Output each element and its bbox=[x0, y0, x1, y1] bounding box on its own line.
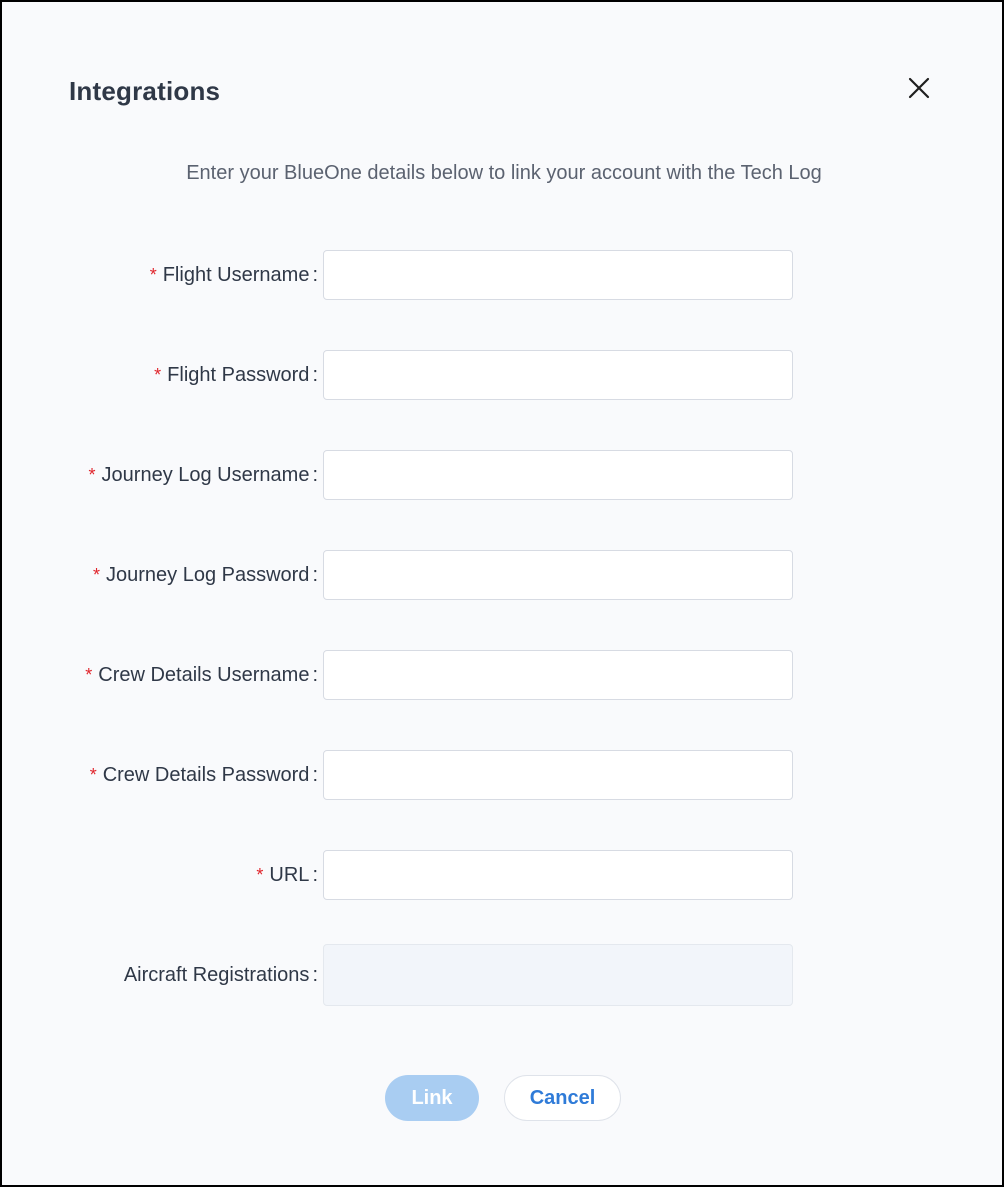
form-row-aircraft-registrations bbox=[2, 944, 1004, 994]
field-label-text: Journey Log Username bbox=[101, 464, 310, 486]
field-label-colon: : bbox=[312, 464, 318, 486]
cancel-button[interactable]: Cancel bbox=[504, 1075, 621, 1121]
field-label bbox=[256, 850, 318, 900]
field-label-colon: : bbox=[312, 664, 318, 686]
field-label-text: URL bbox=[269, 864, 310, 886]
aircraft-registrations-input bbox=[323, 944, 793, 1006]
form-row-crew-details-password bbox=[2, 750, 1004, 800]
field-label-text: Aircraft Registrations bbox=[123, 964, 310, 986]
field-label-text: Crew Details Password bbox=[102, 764, 310, 786]
field-label-colon: : bbox=[312, 364, 318, 386]
required-marker: * bbox=[256, 865, 264, 885]
required-marker: * bbox=[85, 665, 93, 685]
close-button[interactable] bbox=[904, 73, 934, 103]
required-marker: * bbox=[149, 265, 157, 285]
field-label bbox=[154, 350, 318, 400]
form-row-flight-username bbox=[2, 250, 1004, 300]
field-label-text: Journey Log Password bbox=[105, 564, 310, 586]
field-label-colon: : bbox=[312, 264, 318, 286]
field-label bbox=[93, 550, 318, 600]
field-label-colon: : bbox=[312, 764, 318, 786]
required-marker: * bbox=[89, 765, 97, 785]
field-label bbox=[90, 750, 318, 800]
form-row-journey-log-username bbox=[2, 450, 1004, 500]
journey-log-password-input[interactable] bbox=[323, 550, 793, 600]
crew-details-password-input[interactable] bbox=[323, 750, 793, 800]
field-label bbox=[85, 650, 318, 700]
crew-details-username-input[interactable] bbox=[323, 650, 793, 700]
form-row-url bbox=[2, 850, 1004, 900]
modal-subtitle: Enter your BlueOne details below to link your account with the Tech Log bbox=[186, 162, 822, 184]
flight-password-input[interactable] bbox=[323, 350, 793, 400]
required-marker: * bbox=[154, 365, 162, 385]
modal-title: Integrations bbox=[69, 76, 221, 106]
form-row-flight-password bbox=[2, 350, 1004, 400]
link-button[interactable]: Link bbox=[385, 1075, 479, 1121]
field-label-colon: : bbox=[312, 564, 318, 586]
flight-username-input[interactable] bbox=[323, 250, 793, 300]
field-label-text: Crew Details Username bbox=[98, 664, 310, 686]
required-marker: * bbox=[92, 565, 100, 585]
field-label-colon: : bbox=[312, 864, 318, 886]
url-input[interactable] bbox=[323, 850, 793, 900]
field-label-colon: : bbox=[312, 964, 318, 986]
journey-log-username-input[interactable] bbox=[323, 450, 793, 500]
field-label bbox=[124, 950, 318, 1000]
close-icon bbox=[908, 77, 930, 99]
field-label-text: Flight Username bbox=[162, 264, 310, 286]
form-row-journey-log-password bbox=[2, 550, 1004, 600]
field-label bbox=[89, 450, 318, 500]
field-label bbox=[150, 250, 318, 300]
required-marker: * bbox=[88, 465, 96, 485]
field-label-text: Flight Password bbox=[167, 364, 310, 386]
form-row-crew-details-username bbox=[2, 650, 1004, 700]
